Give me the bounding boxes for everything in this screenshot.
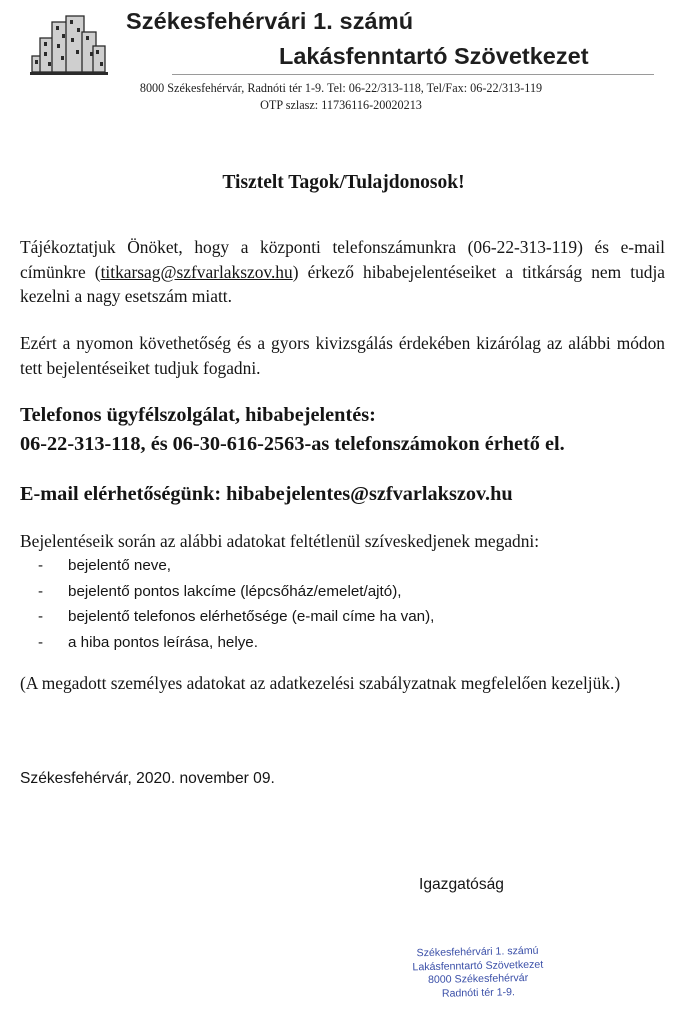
requirement-text: bejelentő neve, [68,557,172,574]
secretary-email-link[interactable]: titkarsag@szfvarlakszov.hu [100,261,293,282]
bullet-dash: - [38,608,44,625]
phone-heading: Telefonos ügyfélszolgálat, hibabejelentés: [20,404,376,426]
org-name-line1: Székesfehérvári 1. számú [126,8,414,34]
header-divider [172,74,654,75]
bullet-dash: - [38,557,44,574]
requirement-text: bejelentő telefonos elérhetősége (e-mail címe ha van), [68,608,435,625]
phone-numbers: 06-22-313-118, és 06-30-616-2563-as telefonszámokon érhető el. [20,433,565,455]
requirements-list [38,555,434,657]
stamp-line: 8000 Székesfehérvár [427,972,529,987]
organization-stamp [397,944,558,1002]
stamp-line: Lakásfenntartó Szövetkezet [412,958,544,973]
header-contact [106,80,576,114]
paragraph-2: Ezért a nyomon követhetőség és a gyors kivizsgálás érdekében kizárólag az alábbi módon tett bejelentéseiket tudjuk fogadni. [20,333,665,378]
address-line: 8000 Székesfehérvár, Radnóti tér 1-9. Tel: 06-22/313-118, Tel/Fax: 06-22/313-119 [139,81,543,95]
requirement-text: bejelentő pontos lakcíme (lépcsőház/emelet/ajtó), [68,582,402,600]
paragraph-1-start: Tájékoztatjuk Önöket, hogy a központi telefonszámunkra (06-22-313-119) és e-mail címünkre ( [20,237,665,282]
list-item [38,606,434,632]
bullet-dash: - [38,582,44,600]
org-name-line2: Lakásfenntartó Szövetkezet [279,43,589,69]
paragraph-1 [20,235,665,309]
paragraph-1-end: ) érkező hibabejelentéseiket a titkárság nem tudja kezelni a nagy esetszám miatt. [20,261,666,306]
bank-account-line: OTP szlasz: 11736116-20020213 [260,98,422,112]
bullet-dash: - [38,633,44,651]
building-logo-icon [30,12,108,78]
signature-name: Igazgatóság [419,876,504,893]
list-item [38,581,434,607]
list-item [38,555,434,581]
stamp-line: Székesfehérvári 1. számú [416,944,539,960]
letter-date: Székesfehérvár, 2020. november 09. [20,770,275,787]
privacy-note: (A megadott személyes adatokat az adatkezelési szabályzatnak megfelelően kezeljük.) [20,673,621,693]
phone-service-block [20,401,565,459]
stamp-line: Radnóti tér 1-9. [441,986,516,1000]
email-contact: E-mail elérhetőségünk: hibabejelentes@szfvarlakszov.hu [20,483,513,505]
list-item [38,632,434,658]
requirement-text: a hiba pontos leírása, helye. [68,633,258,651]
greeting: Tisztelt Tagok/Tulajdonosok! [222,172,465,193]
requirements-intro: Bejelentéseik során az alábbi adatokat feltétlenül szíveskedjenek megadni: [20,531,540,551]
